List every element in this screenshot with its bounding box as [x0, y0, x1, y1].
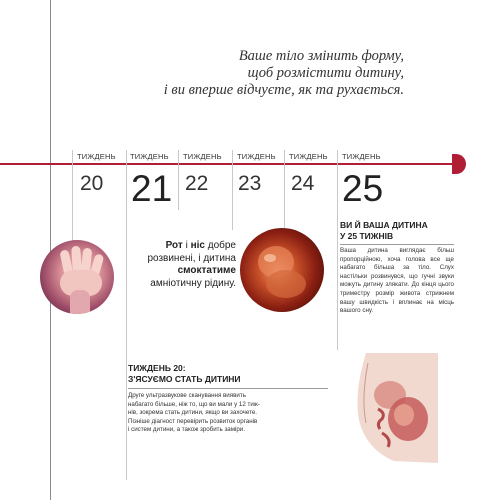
week-20-body-line: набагато більше, ніж то, що ви мали у 12 тиж- [128, 400, 260, 408]
week-25-body: Ваша дитина виглядає більш пропорційною, хоча голова все ще набагато більша за тіло. Слух настільки розвинувся, що гучні звуки можуть дитину злякати. До кінця цього триместру розмір живота стрижнем вашу швидкість і вплинає на місць вашого сну. [340, 247, 454, 315]
intro-line-3: і ви вперше відчуєте, як та рухається. [163, 82, 404, 98]
fetus-photo [240, 228, 324, 312]
intro-line-2: щоб розмістити дитину, [247, 65, 404, 81]
week-20-body-line: і систем дитини, а також зробить заміри. [128, 426, 245, 434]
divider [128, 388, 328, 389]
week-25-heading-line-1: ВИ Й ВАША ДИТИНА [340, 220, 428, 230]
intro-quote [144, 48, 404, 99]
week-20-heading-line-1: ТИЖДЕНЬ 20: [128, 363, 186, 373]
timeline-end-tab [452, 154, 466, 174]
caption-and: і [182, 240, 191, 251]
week-number-23: 23 [238, 172, 262, 195]
week-number-24: 24 [291, 172, 315, 195]
week-label: ТИЖДЕНЬ [77, 152, 116, 161]
week-number-20: 20 [80, 172, 104, 195]
week-20-heading [128, 363, 328, 385]
caption-mouth: Рот [165, 240, 183, 251]
week-label: ТИЖДЕНЬ [342, 152, 381, 161]
week-20-body [128, 392, 328, 435]
week-20-body-line: Друге ультразвукове сканування виявить [128, 392, 246, 399]
week-number-22: 22 [185, 172, 209, 195]
caption-suck: смоктатиме [177, 265, 236, 276]
week-divider [126, 150, 127, 480]
anatomy-illustration [338, 353, 438, 463]
week-20-heading-line-2: З'ЯСУЄМО СТАТЬ ДИТИНИ [128, 374, 241, 384]
week-number-21: 21 [131, 168, 173, 209]
week-label: ТИЖДЕНЬ [130, 152, 169, 161]
week-divider [178, 150, 179, 210]
intro-line-1: Ваше тіло змінить форму, [238, 48, 404, 64]
timeline-bar [0, 163, 458, 165]
week-label: ТИЖДЕНЬ [237, 152, 276, 161]
week-divider [337, 150, 338, 350]
week-25-heading-line-2: У 25 ТИЖНІВ [340, 231, 394, 241]
fetal-hands-photo [40, 240, 114, 314]
week-label: ТИЖДЕНЬ [183, 152, 222, 161]
week-25-heading [340, 220, 450, 242]
week-label: ТИЖДЕНЬ [289, 152, 328, 161]
caption-text: добре розвинені, і дитина [147, 240, 236, 264]
week-divider [232, 150, 233, 230]
caption-text-end: амніотичну рідину. [150, 277, 236, 289]
week-divider [284, 150, 285, 230]
week-20-body-line: нів, зокрема стать дитини, якщо ви захочете. [128, 409, 258, 417]
week-21-caption [128, 240, 236, 290]
caption-nose: ніс [190, 240, 205, 251]
week-20-body-line: Пізніше діагност перевірить розвиток органів [128, 417, 258, 425]
divider [340, 244, 454, 245]
week-number-25: 25 [342, 168, 384, 209]
